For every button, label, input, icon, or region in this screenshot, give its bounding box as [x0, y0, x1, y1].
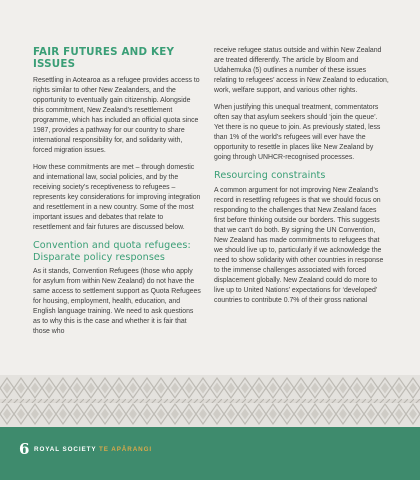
paragraph: Resettling in Aotearoa as a refugee provides access to rights similar to other New Zealanders, and the opportunity to eventually gain citizenship. Alongside this commitment, New Zealand’s resettlement programme, which has included an official quota since 1987, provides a pathway for our country to share international responsibility for, and solidarity with, forced migration issues. [33, 77, 200, 154]
paragraph: When justifying this unequal treatment, commentators often say that asylum seekers should ‘join the queue’. Yet there is no queue to join. As previously stated, less than 1% of the world’s refugees will ever have the opportunity to resettle in places like New Zealand by going through UNHCR-recognised processes. [214, 104, 381, 161]
paragraph: receive refugee status outside and within New Zealand are treated differently. The article by Bloom and Udahemuka (5) outlines a number of these issues relating to refugees’ access in New Zealand to education, work, welfare support, and various other rights. [214, 47, 389, 94]
paragraph: How these commitments are met – through domestic and international law, social policies, and by the receiving society’s receptiveness to refugees – represents key considerations for improving integration and resettlement in a new country. Some of the most important issues and debates that relate to resettlement and fair futures are discussed below. [33, 164, 201, 231]
subheading: Convention and quota refugees: Disparate policy responses [33, 240, 191, 263]
paragraph: A common argument for not improving New Zealand’s record in resettling refugees is that we should focus on responding to the challenges that New Zealand faces first before thinking outside our borders. This suggests that we can’t do both. By signing the UN Convention, New Zealand has made commitments to refugees that we should live up to, particularly if we acknowledge the need to show solidarity with other countries in response to the immense challenges associated with forced displacement globally. New Zealand could do more to live up to United Nations’ expectations for ‘developed’ countries to contribute 0.7% of their gross national [214, 186, 384, 304]
section-heading: FAIR FUTURES AND KEY ISSUES [33, 46, 175, 70]
organisation-name [34, 446, 152, 454]
org-subname: TE APĀRANGI [98, 446, 153, 453]
right-column [214, 46, 389, 313]
left-column [33, 46, 202, 344]
decorative-pattern [0, 375, 420, 427]
page-number: 6 [19, 440, 30, 458]
subheading: Resourcing constraints [214, 170, 326, 181]
org-name: ROYAL SOCIETY [34, 446, 97, 453]
paragraph: As it stands, Convention Refugees (those who apply for asylum from within New Zealand) do not have the same access to settlement support as Quota Refugees for housing, employment, health, education, and English language training. We need to ask questions as to why this is the case and whether it is fair that those who [33, 268, 201, 335]
